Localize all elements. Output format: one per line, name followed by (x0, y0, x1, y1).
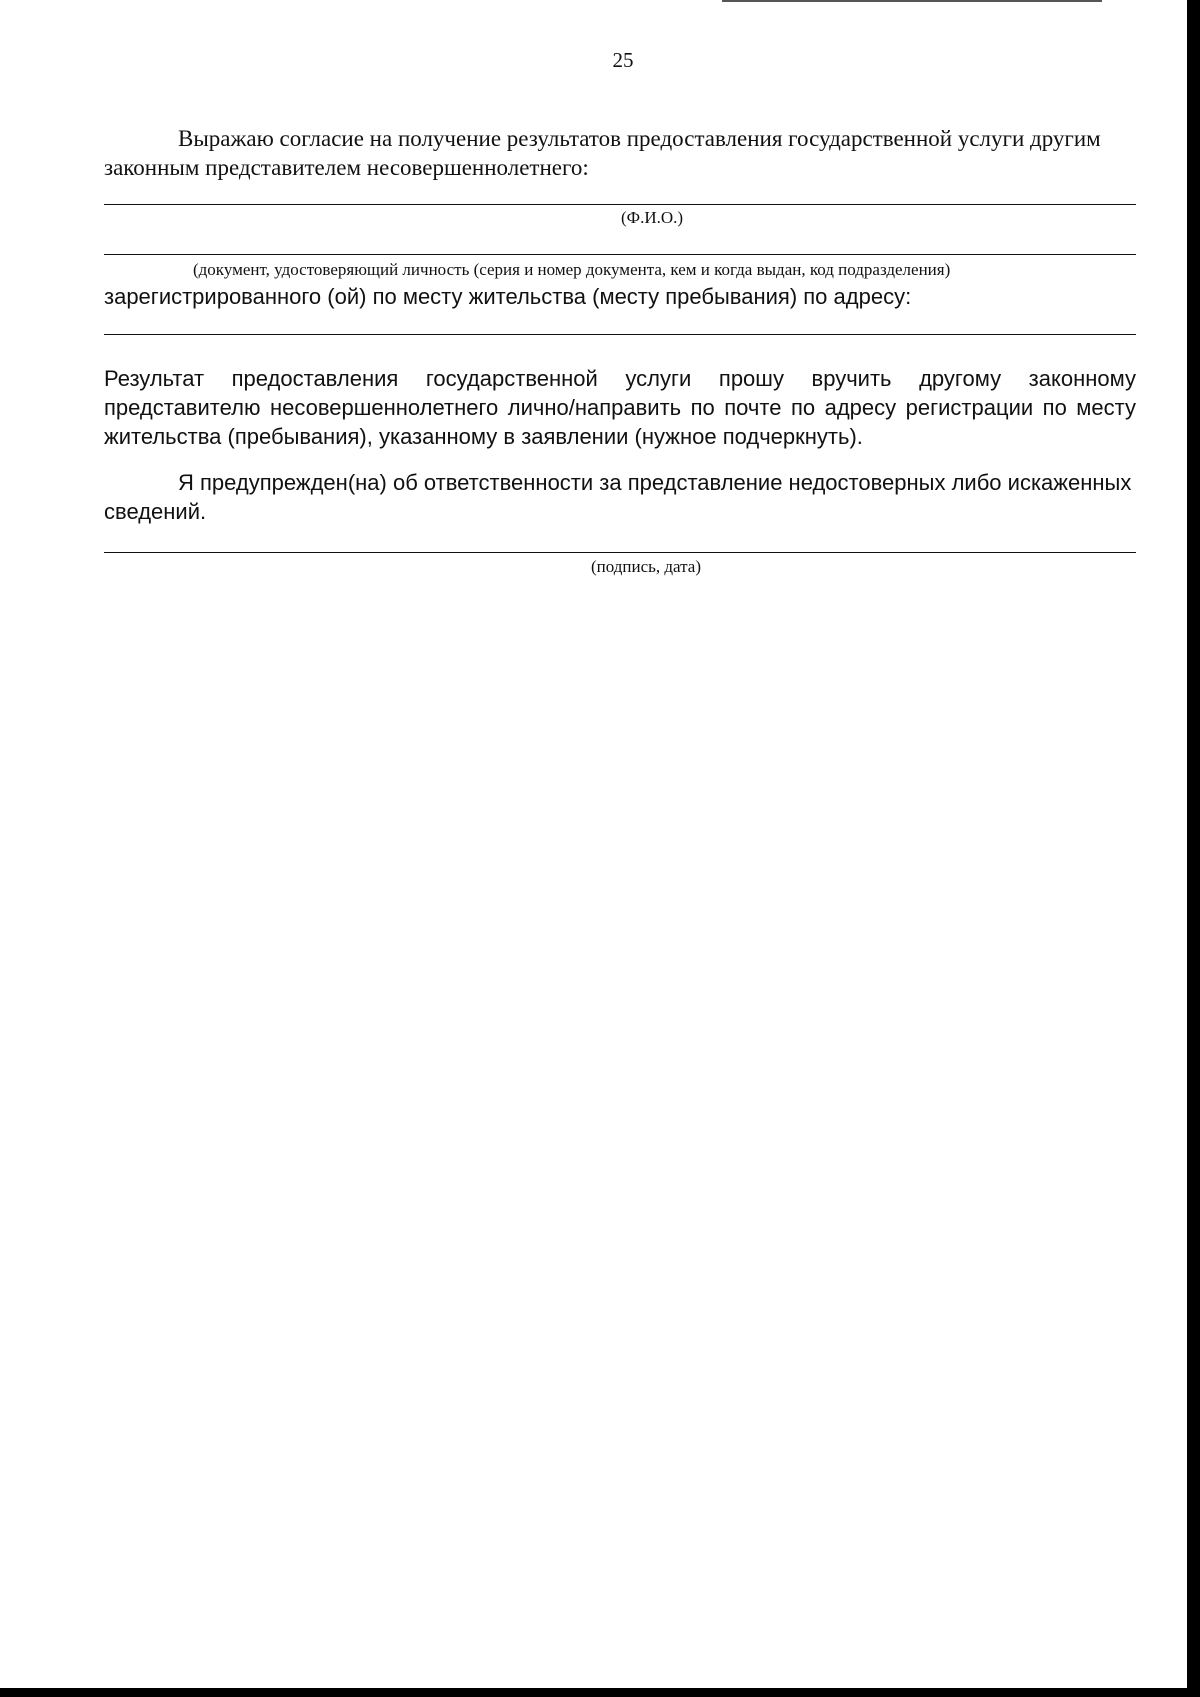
fio-line (104, 204, 1136, 205)
address-line (104, 334, 1136, 335)
fio-caption: (Ф.И.О.) (621, 208, 684, 227)
registered-address-label: зарегистрированного (ой) по месту жительства (месту пребывания) по адресу: (104, 284, 912, 309)
page-number: 25 (612, 48, 634, 72)
signature-line (104, 552, 1136, 553)
warning-paragraph: Я предупрежден(на) об ответственности за представление недостоверных либо искаженных сведений. (104, 470, 1132, 524)
scan-top-edge-line (722, 0, 1102, 2)
document-caption: (документ, удостоверяющий личность (серия и номер документа, кем и когда выдан, код подразделения) (193, 260, 951, 279)
document-line (104, 254, 1136, 255)
consent-paragraph: Выражаю согласие на получение результатов предоставления государственной услуги другим законным представителем несовершеннолетнего: (104, 126, 1101, 180)
signature-caption: (подпись, дата) (591, 557, 702, 576)
result-paragraph: Результат предоставления государственной услуги прошу вручить другому законному представителю несовершеннолетнего лично/направить по почте по адресу регистрации по месту жительства (пребывания), указанному в заявлении (нужное подчеркнуть). (104, 366, 1136, 449)
